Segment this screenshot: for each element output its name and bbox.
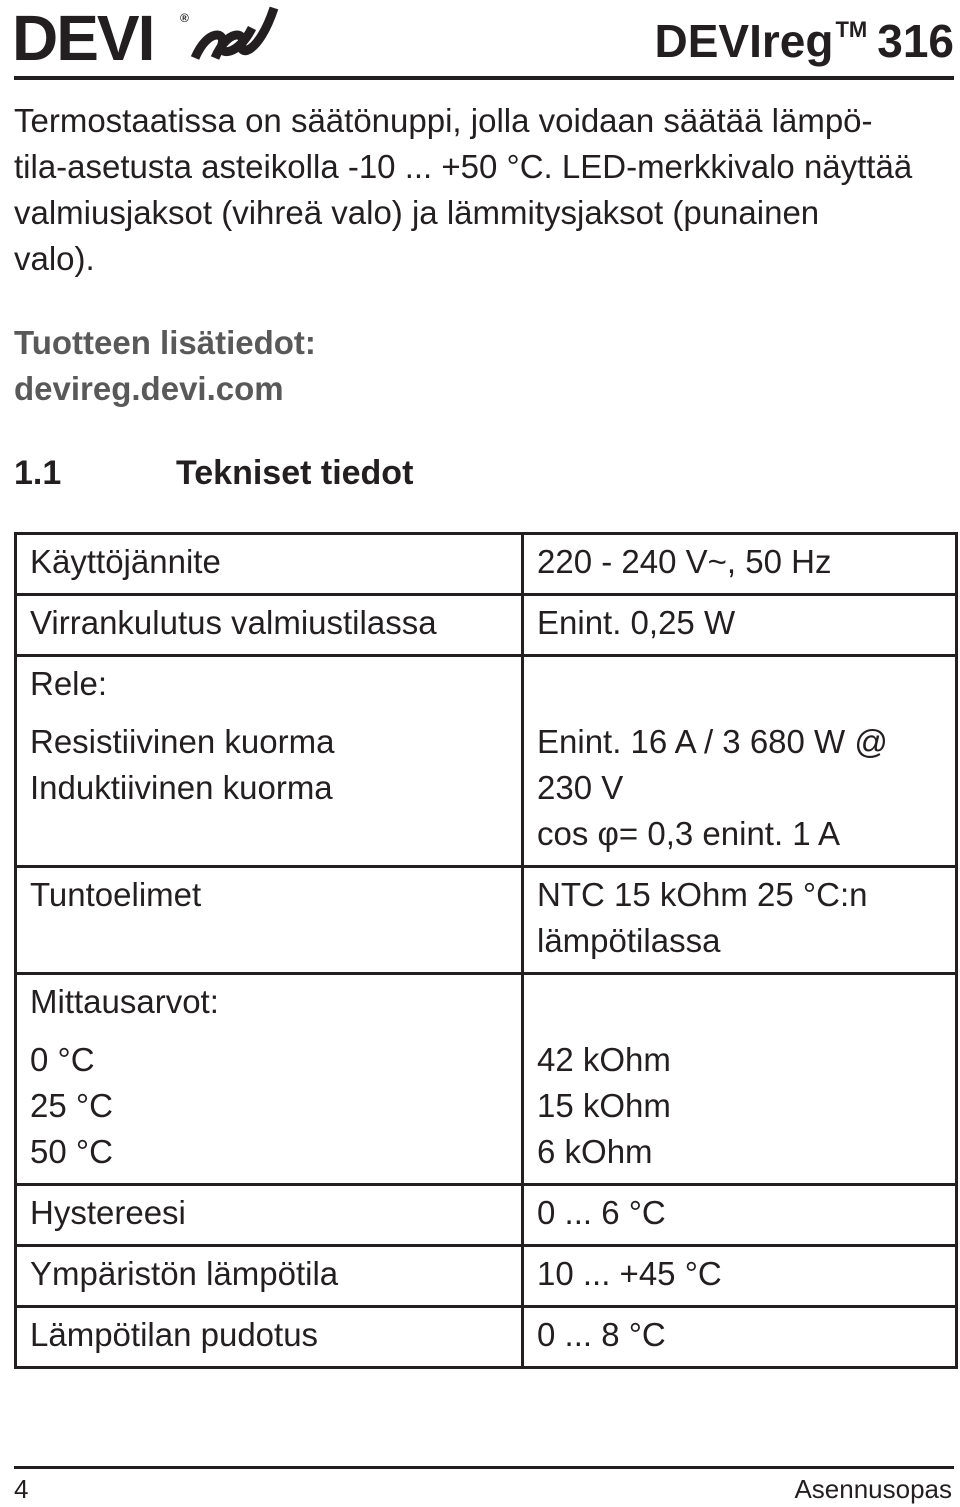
table-row [16, 1185, 957, 1246]
registered-mark: ® [180, 11, 189, 25]
resistive-load-value: Enint. 16 A / 3 680 W @ [537, 723, 888, 760]
spec-value [523, 656, 957, 867]
section-heading [14, 450, 413, 496]
devi-wave-icon [195, 8, 274, 58]
resistive-load-label: Resistiivinen kuorma [30, 723, 335, 760]
relay-label: Rele: [30, 665, 108, 702]
product-model: 316 [877, 15, 954, 67]
inductive-load-label: Induktiivinen kuorma [30, 769, 333, 806]
spec-label: Hystereesi [16, 1185, 523, 1246]
measurement-temp: 25 °C [30, 1087, 113, 1124]
trademark-mark: TM [835, 17, 868, 42]
more-info [14, 320, 316, 412]
page-number: 4 [14, 1474, 29, 1504]
intro-line: valo). [14, 240, 95, 277]
measurements-label: Mittausarvot: [30, 983, 219, 1020]
inductive-load-value: cos φ= 0,3 enint. 1 A [537, 815, 841, 852]
spec-value [523, 867, 957, 974]
intro-line: tila-asetusta asteikolla -10 ... +50 °C. LED-merkkivalo näyttää [14, 148, 913, 185]
table-row [16, 595, 957, 656]
section-title: Tekniset tiedot [176, 454, 414, 492]
spec-value: 220 - 240 V~, 50 Hz [523, 534, 957, 595]
intro-paragraph [14, 98, 944, 282]
spacer [537, 979, 943, 1025]
product-name: DEVIreg [654, 15, 834, 67]
section-number: 1.1 [14, 454, 62, 492]
logo-wordmark: DEVI [12, 6, 154, 66]
resistive-load-value-cont: 230 V [537, 769, 624, 806]
table-row [16, 534, 957, 595]
table-row [16, 1246, 957, 1307]
table-row [16, 867, 957, 974]
more-info-label: Tuotteen lisätiedot: [14, 324, 316, 361]
spec-value: Enint. 0,25 W [523, 595, 957, 656]
table-row [16, 974, 957, 1185]
devi-logo [12, 6, 282, 66]
spec-value: 0 ... 8 °C [523, 1307, 957, 1368]
footer-divider [14, 1466, 954, 1469]
spec-value [523, 974, 957, 1185]
spec-label: Tuntoelimet [16, 867, 523, 974]
spec-label: Käyttöjännite [16, 534, 523, 595]
spacer [30, 1025, 509, 1037]
spacer [537, 707, 943, 719]
document-type: Asennusopas [794, 1474, 952, 1504]
sensor-value: NTC 15 kOhm 25 °C:n [537, 876, 868, 913]
header-divider [14, 76, 954, 80]
spec-label: Virrankulutus valmiustilassa [16, 595, 523, 656]
table-row [16, 1307, 957, 1368]
measurement-value: 15 kOhm [537, 1087, 671, 1124]
spec-label [16, 974, 523, 1185]
measurement-value: 6 kOhm [537, 1133, 653, 1170]
sensor-value-cont: lämpötilassa [537, 922, 721, 959]
spec-value: 10 ... +45 °C [523, 1246, 957, 1307]
measurement-value: 42 kOhm [537, 1041, 671, 1078]
spec-label: Lämpötilan pudotus [16, 1307, 523, 1368]
table-row [16, 656, 957, 867]
spec-label: Ympäristön lämpötila [16, 1246, 523, 1307]
measurement-temp: 50 °C [30, 1133, 113, 1170]
spacer [30, 707, 509, 719]
spec-label [16, 656, 523, 867]
intro-line: valmiusjaksot (vihreä valo) ja lämmitysjaksot (punainen [14, 194, 820, 231]
product-title [655, 4, 954, 67]
measurement-temp: 0 °C [30, 1041, 95, 1078]
intro-line: Termostaatissa on säätönuppi, jolla voidaan säätää lämpö- [14, 102, 873, 139]
spacer [537, 661, 943, 707]
spec-table [14, 532, 958, 1369]
spec-value: 0 ... 6 °C [523, 1185, 957, 1246]
spacer [537, 1025, 943, 1037]
more-info-url[interactable]: devireg.devi.com [14, 370, 284, 407]
